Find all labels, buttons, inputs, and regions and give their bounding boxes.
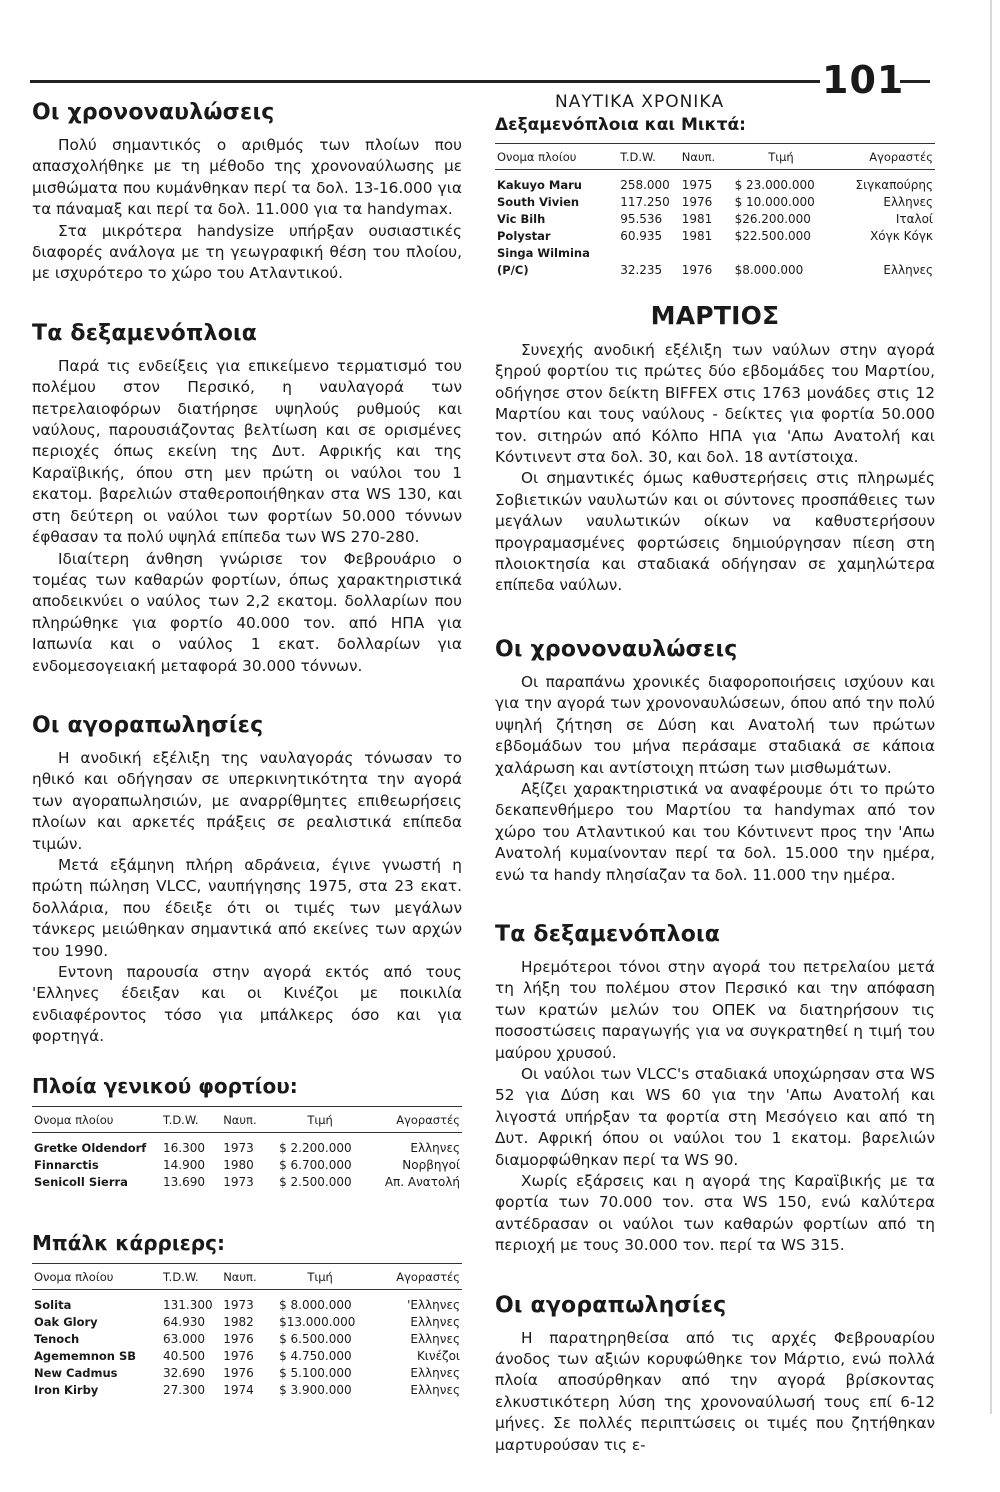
paragraph: Στα μικρότερα handysize υπήρξαν ουσιαστικές διαφορές ανάλογα με τη γεωγραφική θέση του πλοίου, με ισχυρότερο το χώρο του Ατλαντικού.	[32, 221, 462, 283]
price: $ 23.000.000	[734, 178, 815, 192]
tankers-combined-block	[495, 115, 935, 279]
table-row	[32, 1365, 462, 1382]
built: 1976	[223, 1331, 254, 1346]
col-header: Τιμή	[277, 1106, 363, 1132]
col-header: Τιμή	[277, 1263, 363, 1289]
section-title: Οι αγοραπωλησίες	[495, 1292, 727, 1318]
col-header: Αγοραστές	[363, 1106, 462, 1132]
table-row	[495, 245, 935, 262]
tdw: 131.300	[163, 1297, 213, 1312]
table-row	[495, 211, 935, 228]
built: 1980	[223, 1157, 254, 1172]
ship-name: Senicoll Sierra	[34, 1174, 128, 1189]
price: $ 5.100.000	[279, 1365, 352, 1380]
ship-name: Solita	[34, 1297, 72, 1312]
table-title: Μπάλκ κάρριερς:	[32, 1230, 225, 1255]
ship-name: Agememnon SB	[34, 1348, 137, 1363]
ship-name: Kakuyo Maru	[497, 178, 582, 192]
price: $ 3.900.000	[279, 1382, 352, 1397]
section-title: Οι αγοραπωλησίες	[32, 712, 264, 738]
table-row	[495, 194, 935, 211]
buyers: Νορβηγοί	[402, 1157, 460, 1172]
price: $ 10.000.000	[734, 195, 815, 209]
tdw: 32.690	[163, 1365, 205, 1380]
section-title: Οι χρονοναυλώσεις	[32, 100, 275, 125]
tankers-table	[495, 143, 935, 279]
buyers: Ελληνες	[410, 1140, 460, 1155]
ship-name: Gretke Oldendorf	[34, 1140, 147, 1155]
price: $8.000.000	[734, 263, 804, 277]
buyers: Ιταλοί	[895, 212, 933, 226]
col-header: Ναυπ.	[680, 144, 733, 170]
table-row	[32, 1314, 462, 1331]
buyers: Ελληνες	[410, 1331, 460, 1346]
ship-name: Vic Bilh	[497, 212, 546, 226]
price: $ 6.700.000	[279, 1157, 352, 1172]
col-header: T.D.W.	[618, 144, 680, 170]
tdw: 63.000	[163, 1331, 205, 1346]
buyers: 'Ελληνες	[407, 1297, 460, 1312]
paragraph: Ιδιαίτερη άνθηση γνώρισε τον Φεβρουάριο ο τομέας των καθαρών φορτίων, όπως χαρακτηριστικά αποδεικνύει ο ναύλος των 2,2 εκατομ. δολλαρίων που πληρώθηκε για φορτίο 40.000 τον. από ΗΠΑ για Ιαπωνία και ο ναύλος 1 εκατ. δολλαρίων για ενδομεσογειακή μεταφορά 30.000 τόννων.	[32, 549, 462, 675]
tdw	[618, 245, 680, 262]
bulk-carriers-table	[32, 1263, 462, 1399]
price	[733, 245, 830, 262]
built: 1976	[681, 263, 713, 277]
ship-name: Finnarctis	[34, 1157, 99, 1172]
section-march	[495, 301, 935, 597]
table-row	[32, 1382, 462, 1399]
table-row	[32, 1132, 462, 1157]
price: $22.500.000	[734, 229, 811, 243]
table-title: Πλοία γενικού φορτίου:	[32, 1073, 298, 1098]
table-row	[495, 228, 935, 245]
tdw: 32.235	[620, 263, 663, 277]
paragraph: Η ανοδική εξέλιξη της ναυλαγοράς τόνωσαν το ηθικό και οδήγησαν σε υπερκινητικότητα την αγορά των αγοραπωλησιών, με αναρρίθμητες επιθεωρήσεις πλοίων και αρκετές πράξεις σε ρεαλιστικά επίπεδα τιμών.	[32, 748, 462, 853]
paragraph: Συνεχής ανοδική εξέλιξη των ναύλων στην αγορά ξηρού φορτίου τις πρώτες δύο εβδομάδες του Μαρτίου, οδήγησε στον δείκτη BIFFEX στις 1763 μονάδες στις 12 Μαρτίου και τους ναύλους - δείκτες για φορτία 50.000 τον. σιτηρών από Κόλπο ΗΠΑ για 'Απω Ανατολή και Κόντινεντ στα δολ. 30, και δολ. 18 αντίστοιχα.	[495, 341, 935, 467]
tdw: 14.900	[163, 1157, 205, 1172]
built: 1976	[223, 1348, 254, 1363]
built: 1973	[223, 1174, 254, 1189]
table-title: Δεξαμενόπλοια και Μικτά:	[495, 115, 746, 135]
ship-name: Iron Kirby	[34, 1382, 99, 1397]
journal-title: ΝΑΥΤΙΚΑ ΧΡΟΝΙΚΑ	[555, 92, 725, 112]
left-column	[32, 100, 462, 1399]
table-row	[32, 1289, 462, 1314]
ship-name: Tenoch	[34, 1331, 80, 1346]
paragraph: Πολύ σημαντικός ο αριθμός των πλοίων που απασχολήθηκε με τη μέθοδο της χρονοναύλωσης με μισθώματα που κυμάνθηκαν περί τα δολ. 13-16.000 για τα πάναμαξ και περί τα δολ. 11.000 για τα handymax.	[32, 136, 462, 219]
table-row	[495, 170, 935, 195]
section-title: Οι χρονοναυλώσεις	[495, 636, 738, 662]
col-header: Ναυπ.	[221, 1263, 277, 1289]
tdw: 95.536	[620, 212, 663, 226]
built: 1976	[681, 195, 713, 209]
tdw: 64.930	[163, 1314, 205, 1329]
paragraph: Αξίζει χαρακτηριστικά να αναφέρουμε ότι το πρώτο δεκαπενθήμερο του Μαρτίου τα handymax από τον χώρο του Ατλαντικού και του Κόντινεντ προς την 'Απω Ανατολή κυμαίνονταν περί τα δολ. 15.000 την ημέρα, ενώ τα handy πλησίαζαν τα δολ. 11.000 την ημέρα.	[495, 779, 935, 884]
right-column	[495, 115, 935, 1492]
paragraph: Μετά εξάμηνη πλήρη αδράνεια, έγινε γνωστή η πρώτη πώληση VLCC, ναυπήγησης 1975, στα 23 εκατ. δολλάρια, που έδειξε ότι οι τιμές των μεγάλων τάνκερς μειώθηκαν σημαντικά από εκείνες των αρχών του 1990.	[32, 855, 462, 960]
built: 1975	[681, 178, 713, 192]
section-title: Τα δεξαμενόπλοια	[495, 921, 721, 947]
general-cargo-table	[32, 1106, 462, 1191]
buyers: Σιγκαπούρης	[855, 178, 933, 192]
col-header: Τιμή	[733, 144, 830, 170]
section-sales-march	[495, 1293, 935, 1456]
table-row	[32, 1331, 462, 1348]
ship-name: South Vivien	[497, 195, 580, 209]
built: 1973	[223, 1140, 254, 1155]
table-row	[32, 1174, 462, 1191]
paragraph: Παρά τις ενδείξεις για επικείμενο τερματισμό του πολέμου στον Περσικό, η ναυλαγορά των πετρελαιοφόρων διατήρησε υψηλούς ρυθμούς και ναύλους, παρουσιάζοντας βελτίωση και σε ορισμένες περιοχές όπως εκείνη της Δυτ. Αφρικής και της Καραϊβικής, όπου στη μεν πρώτη οι ναύλοι του 1 εκατομ. βαρελιών σταθεροποιήθηκαν στα WS 130, και στη δεύτερη οι ναύλοι των φορτίων 50.000 τόννων έφθασαν τα πολύ υψηλά επίπεδα των WS 270-280.	[32, 356, 462, 547]
table-row	[32, 1348, 462, 1365]
section-tankers	[32, 321, 462, 677]
tdw: 16.300	[163, 1140, 205, 1155]
paragraph: Οι σημαντικές όμως καθυστερήσεις στις πληρωμές Σοβιετικών ναυλωτών και οι σύντονες προσπάθειες των μεγάλων ναυλωτικών οίκων να καθυστερήσουν προγραμασμένες φορτώσεις δημιούργησαν πίεση στη πλοιοκτησία και σταδιακά οδήγησαν σε χαμηλώτερα επίπεδα ναύλων.	[495, 469, 935, 595]
price: $ 4.750.000	[279, 1348, 352, 1363]
table-row	[32, 1157, 462, 1174]
table-row	[495, 262, 935, 279]
paragraph: Εντονη παρουσία στην αγορά εκτός από τους 'Ελληνες έδειξαν και οι Κινέζοι με ποικιλία ενδιαφέροντος τόσο για μπάλκερς όσο και για φορτηγά.	[32, 963, 462, 1046]
buyers: Ελληνες	[410, 1382, 460, 1397]
buyers: Κινέζοι	[416, 1348, 460, 1363]
built	[680, 245, 733, 262]
col-header: Ονομα πλοίου	[32, 1263, 161, 1289]
built: 1982	[223, 1314, 254, 1329]
buyers: Απ. Ανατολή	[384, 1174, 460, 1189]
tdw: 117.250	[620, 195, 670, 209]
price: $26.200.000	[734, 212, 811, 226]
general-cargo-block	[32, 1074, 462, 1191]
buyers: Χόγκ Κόγκ	[870, 229, 933, 243]
section-tankers-march	[495, 922, 935, 1257]
built: 1976	[223, 1365, 254, 1380]
tdw: 40.500	[163, 1348, 205, 1363]
ship-name: Oak Glory	[34, 1314, 98, 1329]
col-header: Ναυπ.	[221, 1106, 277, 1132]
col-header: Αγοραστές	[829, 144, 935, 170]
built: 1981	[681, 212, 713, 226]
ship-name: New Cadmus	[34, 1365, 118, 1380]
price: $ 8.000.000	[279, 1297, 352, 1312]
tdw: 13.690	[163, 1174, 205, 1189]
price: $ 2.200.000	[279, 1140, 352, 1155]
section-sales	[32, 713, 462, 1048]
col-header: Ονομα πλοίου	[32, 1106, 161, 1132]
price: $ 2.500.000	[279, 1174, 352, 1189]
section-time-charters	[32, 100, 462, 285]
section-time-charters-march	[495, 637, 935, 886]
col-header: T.D.W.	[161, 1263, 221, 1289]
col-header: T.D.W.	[161, 1106, 221, 1132]
col-header: Αγοραστές	[363, 1263, 462, 1289]
paragraph: Χωρίς εξάρσεις και η αγορά της Καραϊβικής με τα φορτία των 70.000 τον. στα WS 150, ενώ καλύτερα αντέδρασαν οι ναύλοι των καθαρών φορτίων από τη περιοχή με τους 30.000 τον. περί τα WS 315.	[495, 1172, 935, 1255]
paragraph: Οι ναύλοι των VLCC's σταδιακά υποχώρησαν στα WS 52 για Δύση και WS 60 για την 'Απω Ανατολή και λιγοστά υπήρξαν τα φορτία στη Μεσόγειο και από τη Δυτ. Αφρική όπου οι ναύλοι του 1 εκατομ. βαρελιών διαμορφώθηκαν περί τα WS 90.	[495, 1064, 935, 1169]
paragraph: Ηρεμότεροι τόνοι στην αγορά του πετρελαίου μετά τη λήξη του πολέμου στον Περσικό και την απόφαση των κρατών μελών του ΟΠΕΚ να διατηρήσουν τις ποσοστώσεις παραγωγής για να συγκρατηθεί η τιμή του μαύρου χρυσού.	[495, 957, 935, 1062]
paragraph: Οι παραπάνω χρονικές διαφοροποιήσεις ισχύουν και για την αγορά των χρονοναυλώσεων, όπου από την πολύ υψηλή ζήτηση σε Δύση και Ανατολή των πρώτων εβδομάδων του μήνα περάσαμε σταδιακά σε κάποια χαλάρωση και αντίστοιχη πτώση των μισθωμάτων.	[495, 672, 935, 777]
page-edge	[990, 0, 992, 1414]
built: 1981	[681, 229, 713, 243]
built: 1974	[223, 1382, 254, 1397]
buyers: Ελληνες	[410, 1314, 460, 1329]
tdw: 60.935	[620, 229, 663, 243]
header-rule-right	[900, 80, 930, 83]
price: $13.000.000	[279, 1314, 356, 1329]
paragraph: Η παρατηρηθείσα από τις αρχές Φεβρουαρίου άνοδος των αξιών κορυφώθηκε τον Μάρτιο, ενώ πολλά πλοία αποσύρθηκαν από την αγορά βρίσκοντας ελκυστικότερη λύση της χρονοναύλωσή τους επί 6-12 μήνες. Σε πολλές περιπτώσεις οι τιμές που ζητήθηκαν μαρτυρούσαν τις ε-	[495, 1328, 935, 1454]
built: 1973	[223, 1297, 254, 1312]
buyers: Ελληνες	[883, 195, 933, 209]
ship-name: Singa Wilmina	[497, 246, 590, 260]
col-header: Ονομα πλοίου	[495, 144, 618, 170]
ship-name: Polystar	[497, 229, 551, 243]
bulk-carriers-block	[32, 1231, 462, 1399]
buyers: Ελληνες	[883, 263, 933, 277]
price: $ 6.500.000	[279, 1331, 352, 1346]
month-title: ΜΑΡΤΙΟΣ	[650, 301, 780, 330]
buyers: Ελληνες	[410, 1365, 460, 1380]
page-number: 101	[822, 58, 905, 102]
section-title: Τα δεξαμενόπλοια	[32, 320, 258, 346]
tdw: 27.300	[163, 1382, 205, 1397]
ship-name: (P/C)	[497, 263, 529, 277]
header-rule	[30, 80, 820, 83]
tdw: 258.000	[620, 178, 670, 192]
buyers	[829, 245, 935, 262]
